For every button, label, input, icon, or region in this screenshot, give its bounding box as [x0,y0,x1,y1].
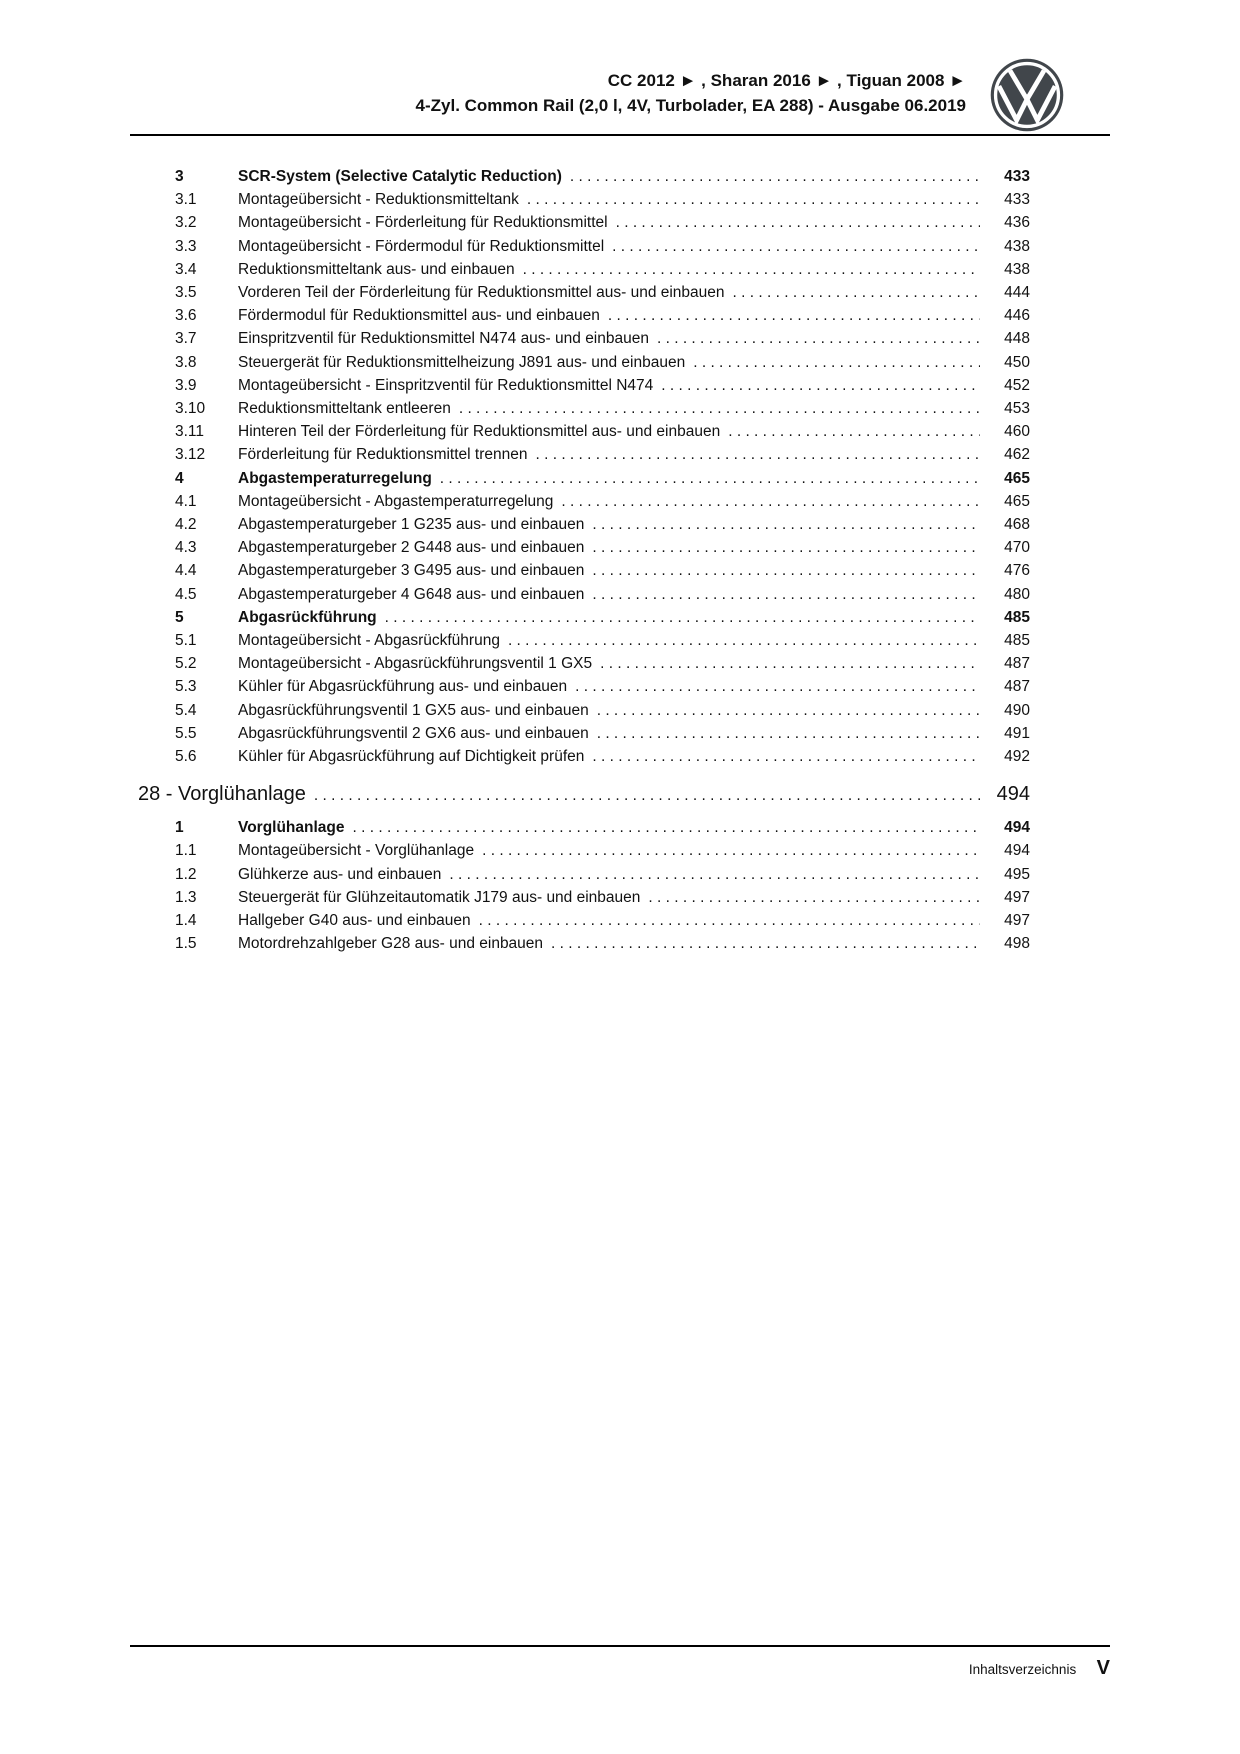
toc-row [130,374,1030,397]
toc-entry-title: Kühler für Abgasrückführung aus- und einbauen [238,678,568,696]
toc-entry-page: 446 [1004,307,1030,325]
toc-entry-number: 3.12 [175,446,206,464]
toc-entry-title: Abgasrückführungsventil 2 GX6 aus- und einbauen [238,724,589,742]
toc-entry-page: 468 [1004,516,1030,534]
toc-entry-title: Abgastemperaturgeber 3 G495 aus- und einbauen [238,562,585,580]
toc-entry-number: 4.3 [175,539,197,557]
toc-entry-title: 28 - Vorglühanlage [138,783,306,806]
toc-entry-title: Montageübersicht - Abgastemperaturregelung [238,492,554,510]
toc-entry-page: 438 [1004,260,1030,278]
toc-entry-page: 497 [1004,912,1030,930]
toc-entry-number: 5.4 [175,701,197,719]
toc-row [130,699,1030,722]
toc-leader [449,863,980,886]
toc-row [130,606,1030,629]
toc-leader [612,235,980,258]
toc-entry-page: 460 [1004,423,1030,441]
header-text-block [416,68,966,118]
toc-entry-number: 1.1 [175,842,197,860]
toc-leader [661,374,980,397]
toc-entry-page: 485 [1004,632,1030,650]
toc-row [130,165,1030,188]
toc-entry-title: Vorglühanlage [238,819,345,837]
footer-page-number: V [1096,1657,1110,1679]
toc-entry-number: 3.4 [175,260,197,278]
toc-leader [535,443,980,466]
toc-leader [592,583,980,606]
toc-entry-page: 497 [1004,888,1030,906]
toc-entry-page: 495 [1004,865,1030,883]
toc-leader [648,886,980,909]
toc-row [130,513,1030,536]
toc-entry-number: 1.4 [175,912,197,930]
toc-entry-number: 4.1 [175,492,197,510]
toc-entry-title: Kühler für Abgasrückführung auf Dichtigkeit prüfen [238,748,585,766]
toc-entry-page: 498 [1004,935,1030,953]
vw-logo-icon [990,58,1064,132]
toc-entry-number: 3.1 [175,191,197,209]
toc-entry-page: 465 [1004,492,1030,510]
toc-entry-number: 4.4 [175,562,197,580]
toc-entry-page: 453 [1004,400,1030,418]
toc-leader [482,839,980,862]
toc-leader [508,629,980,652]
toc-row [130,420,1030,443]
toc-row [130,932,1030,955]
toc-entry-page: 433 [1004,168,1030,185]
toc-entry-page: 450 [1004,353,1030,371]
toc-entry-title: Einspritzventil für Reduktionsmittel N474 aus- und einbauen [238,330,649,348]
toc-entry-title: Steuergerät für Glühzeitautomatik J179 aus- und einbauen [238,888,641,906]
toc-entry-title: Förderleitung für Reduktionsmittel trennen [238,446,528,464]
toc-entry-title: Fördermodul für Reduktionsmittel aus- und einbauen [238,307,600,325]
toc-entry-number: 3.5 [175,284,197,302]
toc-leader [592,513,980,536]
toc-entry-number: 5.5 [175,724,197,742]
toc-leader [600,652,980,675]
toc-entry-page: 448 [1004,330,1030,348]
toc-entry-title: Reduktionsmitteltank aus- und einbauen [238,260,515,278]
toc-row [130,327,1030,350]
toc-row [130,188,1030,211]
toc-entry-page: 452 [1004,376,1030,394]
toc-entry-number: 3.8 [175,353,197,371]
toc-list [130,165,1110,956]
toc-row [130,722,1030,745]
toc-row [130,629,1030,652]
toc-entry-page: 491 [1004,724,1030,742]
toc-row [130,467,1030,490]
toc-leader [527,188,980,211]
toc-entry-title: Montageübersicht - Abgasrückführungsventil 1 GX5 [238,655,593,673]
toc-entry-number: 5.1 [175,632,197,650]
toc-entry-title: Hinteren Teil der Förderleitung für Reduktionsmittel aus- und einbauen [238,423,721,441]
toc-row [130,909,1030,932]
toc-leader [440,467,980,490]
toc-entry-title: Glühkerze aus- und einbauen [238,865,442,883]
toc-row [130,675,1030,698]
toc-leader [608,304,980,327]
toc-leader [657,327,980,350]
toc-entry-page: 465 [1004,469,1030,487]
toc-entry-number: 3.3 [175,237,197,255]
toc-entry-number: 1.3 [175,888,197,906]
toc-entry-page: 436 [1004,214,1030,232]
toc-leader [728,420,980,443]
toc-leader [353,816,980,839]
toc-entry-title: Montageübersicht - Abgasrückführung [238,632,500,650]
toc-entry-page: 462 [1004,446,1030,464]
toc-row [130,839,1030,862]
toc-leader [575,675,980,698]
toc-leader [597,699,980,722]
header-subtitle-line: 4-Zyl. Common Rail (2,0 l, 4V, Turbolader, EA 288) - Ausgabe 06.2019 [415,96,966,115]
toc-entry-title: Reduktionsmitteltank entleeren [238,400,451,418]
toc-row [130,559,1030,582]
toc-entry-page: 487 [1004,655,1030,673]
toc-entry-number: 3 [175,168,184,185]
toc-entry-title: Montageübersicht - Fördermodul für Reduktionsmittel [238,237,605,255]
toc-leader [523,258,980,281]
page-footer [130,1645,1110,1680]
toc-entry-number: 3.7 [175,330,197,348]
toc-row [130,863,1030,886]
toc-row [130,536,1030,559]
toc-entry-number: 3.11 [175,423,205,441]
toc-leader [385,606,980,629]
toc-entry-page: 444 [1004,284,1030,302]
toc-entry-title: SCR-System (Selective Catalytic Reduction) [238,168,562,185]
toc-leader [314,783,980,809]
toc-entry-page: 494 [1004,842,1030,860]
toc-entry-title: Montageübersicht - Förderleitung für Reduktionsmittel [238,214,608,232]
toc-row [130,258,1030,281]
toc-row [130,745,1030,768]
toc-entry-title: Steuergerät für Reduktionsmittelheizung J891 aus- und einbauen [238,353,686,371]
toc-entry-number: 5 [175,608,184,626]
toc-entry-number: 3.9 [175,376,197,394]
toc-entry-title: Motordrehzahlgeber G28 aus- und einbauen [238,935,544,953]
toc-entry-page: 476 [1004,562,1030,580]
toc-row [130,351,1030,374]
toc-entry-title: Montageübersicht - Vorglühanlage [238,842,475,860]
toc-leader [570,165,980,188]
toc-leader [733,281,980,304]
toc-entry-page: 438 [1004,237,1030,255]
header-models-line: CC 2012 ► , Sharan 2016 ► , Tiguan 2008 ► [607,71,966,90]
toc-entry-number: 5.3 [175,678,197,696]
toc-entry-title: Montageübersicht - Reduktionsmitteltank [238,191,519,209]
toc-entry-title: Montageübersicht - Einspritzventil für Reduktionsmittel N474 [238,376,654,394]
toc-row [130,304,1030,327]
toc-row [130,235,1030,258]
page-header [130,58,1110,136]
toc-leader [551,932,980,955]
toc-leader [592,536,980,559]
toc-row [130,490,1030,513]
toc-leader [693,351,980,374]
toc-entry-number: 4.2 [175,516,197,534]
toc-entry-page: 494 [996,783,1030,806]
toc-entry-number: 5.2 [175,655,197,673]
toc-row [130,652,1030,675]
toc-entry-page: 433 [1004,191,1030,209]
toc-leader [479,909,980,932]
toc-entry-title: Vorderen Teil der Förderleitung für Reduktionsmittel aus- und einbauen [238,284,725,302]
footer-label: Inhaltsverzeichnis [968,1662,1077,1677]
toc-entry-title: Abgastemperaturgeber 1 G235 aus- und einbauen [238,516,585,534]
toc-entry-title: Abgastemperaturgeber 2 G448 aus- und einbauen [238,539,585,557]
toc-leader [592,745,980,768]
toc-row [130,211,1030,234]
toc-entry-number: 1.2 [175,865,197,883]
toc-entry-title: Abgasrückführung [238,608,377,626]
toc-row [130,583,1030,606]
toc-row [130,443,1030,466]
toc-entry-page: 492 [1004,748,1030,766]
toc-row [130,781,1030,809]
toc-leader [561,490,980,513]
toc-entry-number: 5.6 [175,748,197,766]
toc-entry-number: 3.10 [175,400,206,418]
toc-row [130,397,1030,420]
toc-entry-page: 485 [1004,608,1030,626]
toc-leader [616,211,980,234]
toc-entry-number: 3.6 [175,307,197,325]
toc-entry-number: 4 [175,469,184,487]
toc-entry-page: 470 [1004,539,1030,557]
toc-entry-page: 494 [1004,819,1030,837]
toc-entry-number: 4.5 [175,585,197,603]
toc-leader [597,722,980,745]
toc-row [130,816,1030,839]
toc-row [130,281,1030,304]
toc-entry-number: 1.5 [175,935,197,953]
toc-entry-number: 1 [175,819,184,837]
toc-entry-title: Abgastemperaturgeber 4 G648 aus- und einbauen [238,585,585,603]
toc-row [130,886,1030,909]
toc-entry-title: Hallgeber G40 aus- und einbauen [238,912,471,930]
toc-entry-number: 3.2 [175,214,197,232]
toc-leader [459,397,980,420]
toc-entry-title: Abgastemperaturregelung [238,469,432,487]
toc-leader [592,559,980,582]
toc-entry-title: Abgasrückführungsventil 1 GX5 aus- und einbauen [238,701,589,719]
toc-entry-page: 490 [1004,701,1030,719]
toc-entry-page: 487 [1004,678,1030,696]
toc-entry-page: 480 [1004,585,1030,603]
